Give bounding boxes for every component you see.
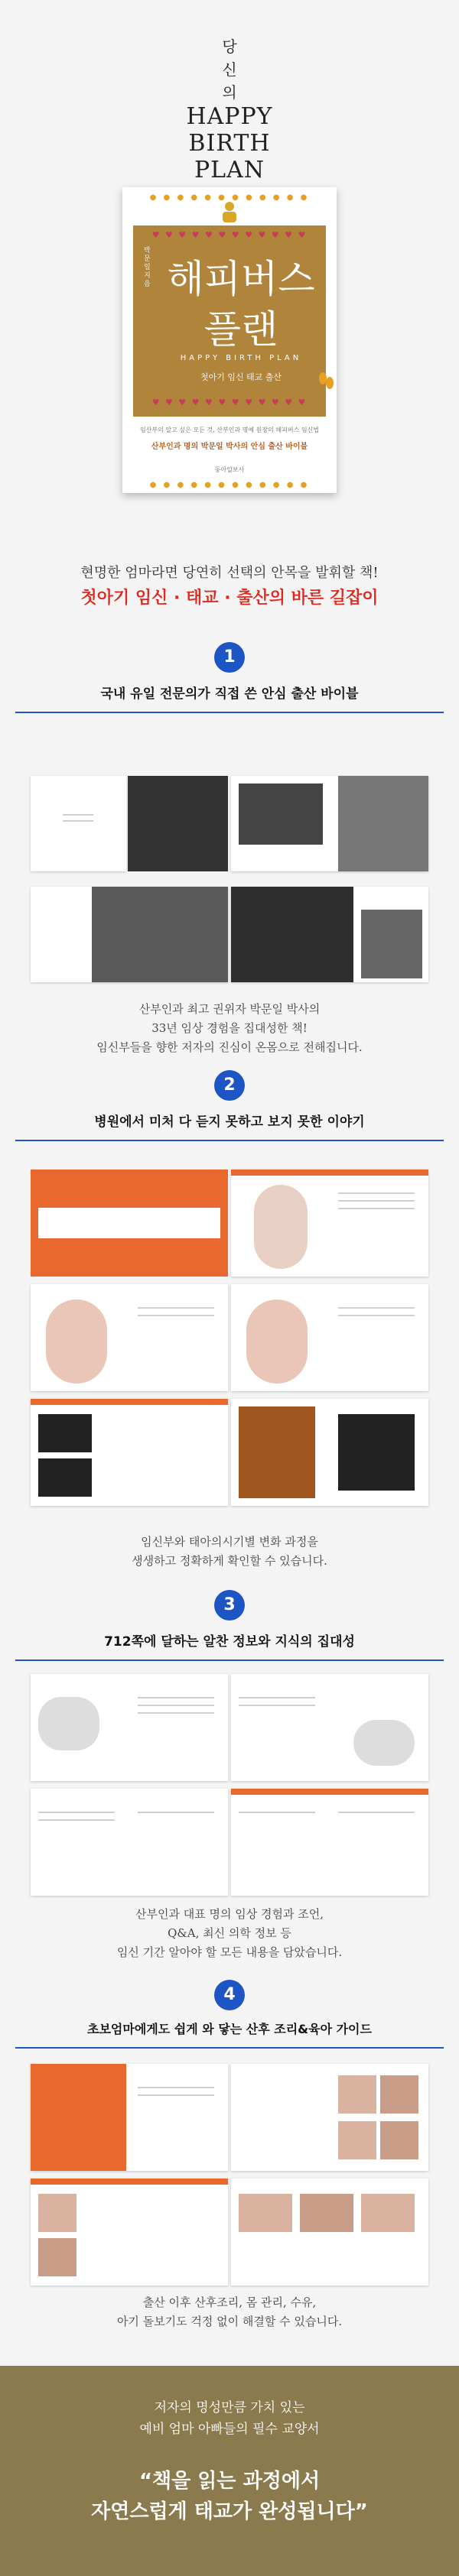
heart-row-icon: ♥ ♥ ♥ ♥ ♥ ♥ ♥ ♥ ♥ ♥ ♥ ♥: [151, 230, 308, 240]
baby-care-photo: [239, 2194, 292, 2232]
desc-line: 출산 이후 산후조리, 몸 관리, 수유,: [142, 2295, 317, 2309]
baby-care-photo: [38, 2194, 76, 2232]
baby-feet-icon: [317, 371, 334, 391]
footer-line1: 저자의 명성만큼 가치 있는: [154, 2400, 305, 2415]
spread-grid: [31, 1674, 428, 1896]
section-heading: 병원에서 미처 다 듣지 못하고 보지 못한 이야기: [15, 1105, 444, 1141]
intro-line1: 현명한 엄마라면 당연히 선택의 안목을 발휘할 책!: [80, 565, 379, 581]
baby-care-photo: [380, 2121, 418, 2159]
desc-line: 임신 기간 알아야 할 모든 내용을 담았습니다.: [116, 1945, 343, 1959]
cover-dot-border: ● ● ● ● ● ● ● ● ● ● ● ●: [149, 193, 310, 202]
book-spread: [231, 2064, 428, 2171]
hero-title-plan: PLAN: [194, 157, 265, 183]
section-description: [15, 1000, 444, 1057]
footer-banner: [0, 2366, 459, 2576]
book-spread: [231, 1789, 428, 1896]
cover-tagline: 산부인과 명의 박문일 박사의 안심 출산 바이블: [151, 443, 308, 451]
book-cover: [122, 187, 337, 493]
book-page: [31, 776, 126, 871]
desc-line: 아기 돌보기도 걱정 없이 해결할 수 있습니다.: [116, 2315, 343, 2328]
book-spread: [231, 2179, 428, 2286]
section-description: [15, 1533, 444, 1571]
baby-care-photo: [338, 2121, 376, 2159]
book-spread: [231, 776, 428, 871]
footer-quote1: “책을 읽는 과정에서: [138, 2470, 321, 2493]
newborn-photo: [231, 887, 353, 982]
fetus-illustration: [46, 1299, 107, 1384]
book-spread: [231, 1399, 428, 1506]
hero-section: [0, 0, 459, 527]
illustration: [38, 1697, 99, 1750]
section-description: [15, 2293, 444, 2331]
book-spread: [31, 1674, 228, 1781]
ultrasound-3d-image: [239, 1406, 315, 1498]
intro-line2: 첫아기 임신 · 태교 · 출산의 바른 길잡이: [80, 589, 379, 608]
ultrasound-image: [338, 1414, 415, 1491]
baby-care-photo: [361, 2194, 415, 2232]
fetus-timeline-strip: [38, 1208, 220, 1238]
baby-care-photo: [380, 2075, 418, 2114]
spread-image: [31, 887, 428, 982]
mother-baby-photo: [92, 887, 228, 982]
hero-title-happy: HAPPY: [186, 103, 273, 130]
section-description: [15, 1905, 444, 1962]
desc-line: 산부인과 대표 명의 임상 경험과 조언,: [135, 1907, 324, 1921]
footer-quote2: 자연스럽게 태교가 완성됩니다”: [91, 2500, 368, 2523]
baby-care-photo: [300, 2194, 353, 2232]
ultrasound-image: [38, 1458, 92, 1497]
cover-gold-panel: [133, 225, 326, 417]
book-spread: [31, 887, 228, 982]
fetus-illustration: [246, 1299, 308, 1384]
illustration: [353, 1720, 415, 1766]
pregnancy-photo: [338, 776, 428, 871]
book-spread: [231, 1284, 428, 1391]
orange-chapter-page: [31, 2064, 126, 2171]
desc-line: Q&A, 최신 의학 정보 등: [168, 1926, 291, 1940]
book-spread: [231, 1170, 428, 1277]
book-spread: [31, 1399, 228, 1506]
fetus-illustration: [254, 1185, 308, 1269]
spread-grid: [31, 1170, 428, 1506]
book-spread: [231, 887, 428, 982]
book-spread: [31, 1789, 228, 1896]
desc-line: 생생하고 정확하게 확인할 수 있습니다.: [132, 1554, 327, 1568]
desc-line: 임신부와 태아의시기별 변화 과정을: [141, 1535, 318, 1549]
section-heading: 초보엄마에게도 쉽게 와 닿는 산후 조리&육아 가이드: [15, 2012, 444, 2049]
spread-grid: [31, 2064, 428, 2286]
baby-care-photo: [338, 2075, 376, 2114]
newborn-photo: [361, 910, 422, 978]
desc-line: 임신부들을 향한 저자의 진심이 온몸으로 전해집니다.: [96, 1040, 363, 1054]
book-spread: [31, 2179, 228, 2286]
section-heading: 국내 유일 전문의가 직접 쓴 안심 출산 바이블: [15, 676, 444, 713]
hero-title-char: 의: [222, 83, 237, 102]
heart-row-icon: ♥ ♥ ♥ ♥ ♥ ♥ ♥ ♥ ♥ ♥ ♥ ♥: [151, 397, 308, 407]
hero-title-char: 신: [222, 60, 237, 79]
spread-image: [31, 776, 428, 871]
book-spread: [231, 1674, 428, 1781]
section-number-badge: 2: [214, 1070, 245, 1101]
cover-title-line2: 플랜: [203, 307, 278, 352]
cover-subtitle: 첫아기 임신 태교 출산: [200, 372, 282, 382]
cover-blurb: 임산부의 알고 싶은 모든 것, 산부인과 명예 원장의 해피버스 임신법: [139, 427, 320, 433]
section-number-badge: 3: [214, 1590, 245, 1621]
cover-dot-border: ● ● ● ● ● ● ● ● ● ● ● ●: [149, 481, 310, 489]
desc-line: 33년 임상 경험을 집대성한 책!: [151, 1021, 308, 1035]
cover-publisher: 동아일보사: [214, 466, 245, 473]
baby-figure-icon: [217, 201, 242, 224]
baby-care-photo: [38, 2238, 76, 2276]
book-spread: [31, 2064, 228, 2171]
cover-title-line1: 해피버스: [167, 257, 315, 301]
section-heading: 712쪽에 달하는 알찬 정보와 지식의 집대성: [15, 1624, 444, 1661]
ultrasound-image: [38, 1414, 92, 1452]
pregnancy-photo: [128, 776, 228, 871]
belly-photo: [239, 784, 323, 845]
hero-title-birth: BIRTH: [188, 130, 271, 157]
section-number-badge: 4: [214, 1980, 245, 2010]
hero-title-char: 당: [222, 37, 237, 56]
cover-english: HAPPY BIRTH PLAN: [180, 354, 302, 362]
section-number-badge: 1: [214, 642, 245, 673]
book-spread: [31, 1284, 228, 1391]
orange-chapter-page: [31, 1170, 228, 1277]
cover-author: 박문일 지음: [144, 247, 151, 288]
desc-line: 산부인과 최고 권위자 박문일 박사의: [138, 1002, 321, 1016]
footer-line2: 예비 엄마 아빠들의 필수 교양서: [139, 2422, 320, 2437]
